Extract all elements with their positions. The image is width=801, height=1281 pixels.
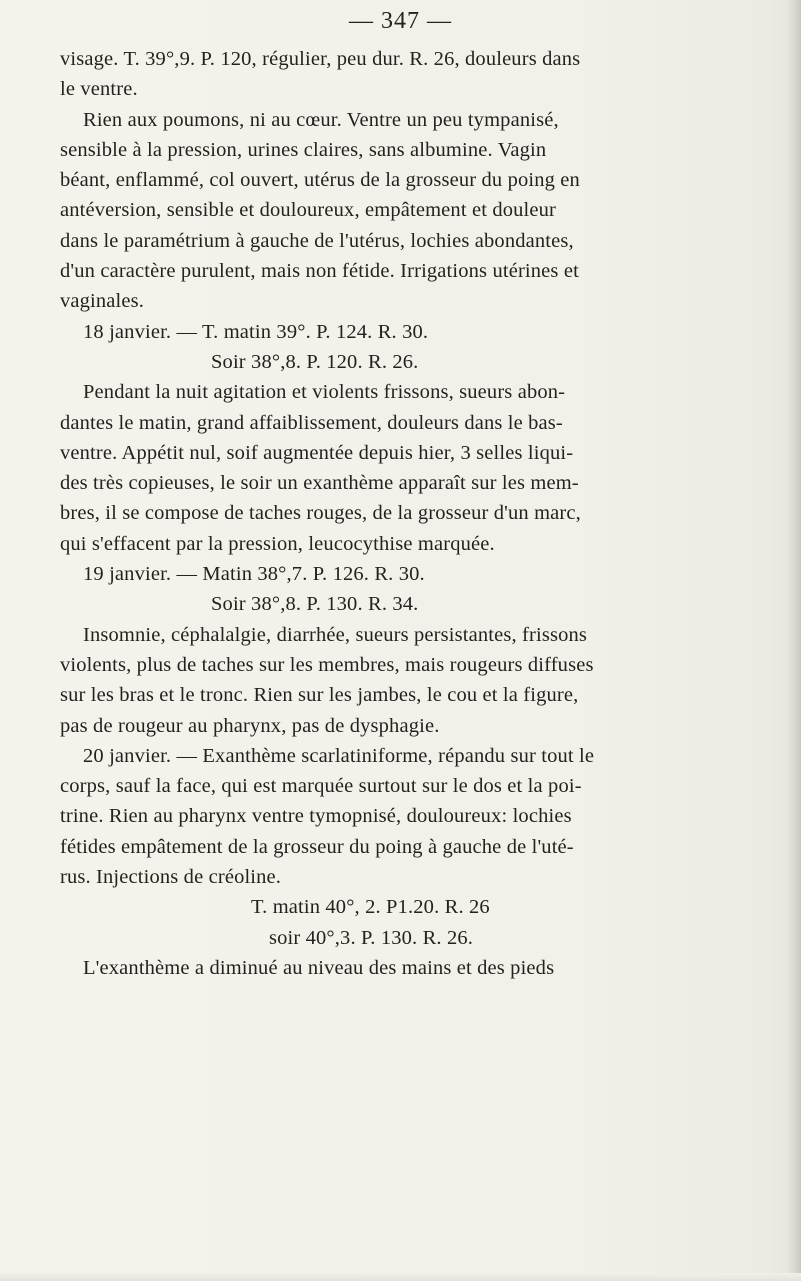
page-number: — 347 — <box>349 8 452 34</box>
text-line: ventre. Appétit nul, soif augmentée depuis hier, 3 selles liqui- <box>60 441 574 464</box>
text-line: antéversion, sensible et douloureux, empâtement et douleur <box>60 199 556 222</box>
page-edge-shadow <box>787 0 801 1281</box>
text-line: Pendant la nuit agitation et violents frissons, sueurs abon- <box>83 381 566 404</box>
date-entry-20-janvier: 20 janvier. — Exanthème scarlatiniforme, répandu sur tout le <box>83 744 595 767</box>
text-line: vaginales. <box>60 290 145 313</box>
text-line: béant, enflammé, col ouvert, utérus de la grosseur du poing en <box>60 169 580 192</box>
text-line: dantes le matin, grand affaiblissement, douleurs dans le bas- <box>60 411 563 434</box>
text-line: Rien aux poumons, ni au cœur. Ventre un peu tympanisé, <box>83 108 559 131</box>
date-entry-18-janvier: 18 janvier. — T. matin 39°. P. 124. R. 30. <box>83 320 429 343</box>
text-line: fétides empâtement de la grosseur du poing à gauche de l'uté- <box>60 835 574 858</box>
text-line: visage. T. 39°,9. P. 120, régulier, peu dur. R. 26, douleurs dans <box>60 48 581 70</box>
date-entry-19-janvier: 19 janvier. — Matin 38°,7. P. 126. R. 30. <box>83 563 425 586</box>
text-line: qui s'effacent par la pression, leucocythise marquée. <box>60 532 495 555</box>
text-line: dans le paramétrium à gauche de l'utérus, lochies abondantes, <box>60 229 574 252</box>
evening-vitals: Soir 38°,8. P. 120. R. 26. <box>211 350 419 373</box>
page-bottom-edge <box>0 1273 801 1281</box>
evening-vitals: soir 40°,3. P. 130. R. 26. <box>269 926 474 949</box>
text-line: rus. Injections de créoline. <box>60 866 282 889</box>
text-line: Insomnie, céphalalgie, diarrhée, sueurs persistantes, frissons <box>83 623 588 646</box>
text-line: le ventre. <box>60 78 138 101</box>
text-line: violents, plus de taches sur les membres, mais rougeurs diffuses <box>60 653 594 676</box>
text-line: trine. Rien au pharynx ventre tymopnisé, douloureux: lochies <box>60 805 572 828</box>
text-line: sensible à la pression, urines claires, sans albumine. Vagin <box>60 138 547 161</box>
text-line: L'exanthème a diminué au niveau des mains et des pieds <box>83 956 555 979</box>
text-line: pas de rougeur au pharynx, pas de dysphagie. <box>60 714 440 737</box>
text-line: corps, sauf la face, qui est marquée surtout sur le dos et la poi- <box>60 775 582 798</box>
page-body <box>60 44 750 983</box>
text-line: d'un caractère purulent, mais non fétide. Irrigations utérines et <box>60 260 579 283</box>
text-line: des très copieuses, le soir un exanthème apparaît sur les mem- <box>60 472 579 495</box>
morning-vitals: T. matin 40°, 2. P1.20. R. 26 <box>251 896 490 919</box>
text-line: sur les bras et le tronc. Rien sur les jambes, le cou et la figure, <box>60 684 579 707</box>
evening-vitals: Soir 38°,8. P. 130. R. 34. <box>211 593 419 616</box>
text-line: bres, il se compose de taches rouges, de la grosseur d'un marc, <box>60 502 581 525</box>
